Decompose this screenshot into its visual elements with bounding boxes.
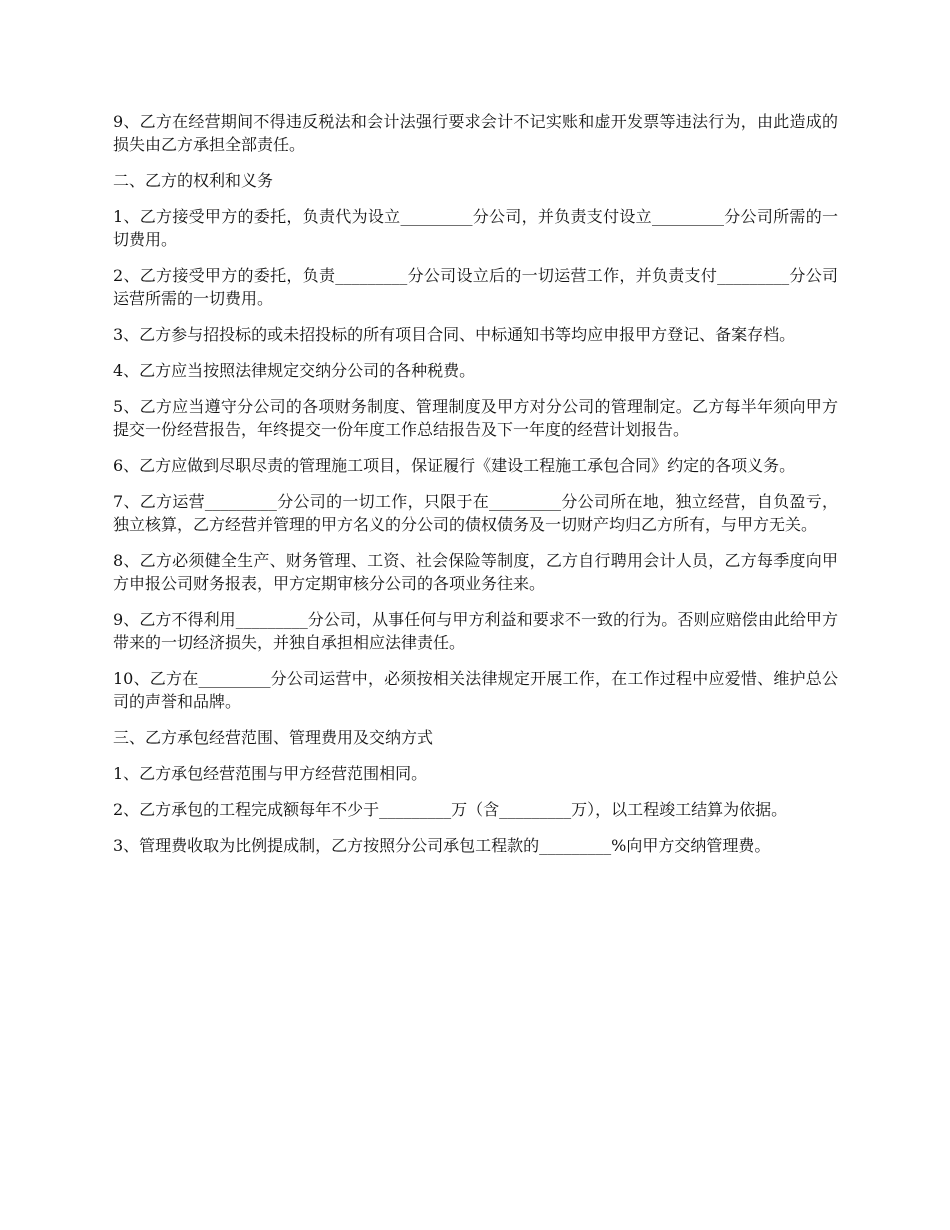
clause-taxes: 4、乙方应当按照法律规定交纳分公司的各种税费。 <box>113 361 476 380</box>
clause-management-systems: 8、乙方必须健全生产、财务管理、工资、社会保险等制度，乙方自行聘用会计人员，乙方每季度向甲方申报公司财务报表，甲方定期审核分公司的各项业务往来。 <box>113 551 838 593</box>
section-heading-scope-fees: 三、乙方承包经营范围、管理费用及交纳方式 <box>113 728 434 747</box>
clause-bidding-registration: 3、乙方参与招投标的或未招投标的所有项目合同、中标通知书等均应申报甲方登记、备案存档。 <box>113 325 796 344</box>
clause-annual-volume: 2、乙方承包的工程完成额每年不少于_________万（含_________万），以工程竣工结算为依据。 <box>113 800 788 819</box>
clause-tax-compliance: 9、乙方在经营期间不得违反税法和会计法强行要求会计不记实账和虚开发票等违法行为，由此造成的损失由乙方承担全部责任。 <box>113 112 838 154</box>
clause-management-fee: 3、管理费收取为比例提成制，乙方按照分公司承包工程款的_________%向甲方交纳管理费。 <box>113 836 771 855</box>
clause-project-management: 6、乙方应做到尽职尽责的管理施工项目，保证履行《建设工程施工承包合同》约定的各项义务。 <box>113 456 796 475</box>
clause-business-scope: 1、乙方承包经营范围与甲方经营范围相同。 <box>113 764 428 783</box>
clause-branch-operations: 2、乙方接受甲方的委托，负责_________分公司设立后的一切运营工作，并负责支付_________分公司运营所需的一切费用。 <box>113 266 838 308</box>
clause-establish-branch: 1、乙方接受甲方的委托，负责代为设立_________分公司，并负责支付设立_________分公司所需的一切费用。 <box>113 207 838 249</box>
clause-no-conflict: 9、乙方不得利用_________分公司，从事任何与甲方利益和要求不一致的行为。否则应赔偿由此给甲方带来的一切经济损失，并独自承担相应法律责任。 <box>113 610 838 652</box>
clause-independent-operation: 7、乙方运营_________分公司的一切工作，只限于在_________分公司所在地，独立经营，自负盈亏，独立核算，乙方经营并管理的甲方名义的分公司的债权债务及一切财产均归乙方所有，与甲方无关。 <box>113 492 838 534</box>
clause-reputation: 10、乙方在_________分公司运营中，必须按相关法律规定开展工作，在工作过程中应爱惜、维护总公司的声誉和品牌。 <box>113 669 838 711</box>
section-heading-rights-obligations: 二、乙方的权利和义务 <box>113 171 274 190</box>
clause-financial-rules-reports: 5、乙方应当遵守分公司的各项财务制度、管理制度及甲方对分公司的管理制定。乙方每半年须向甲方提交一份经营报告，年终提交一份年度工作总结报告及下一年度的经营计划报告。 <box>113 397 838 439</box>
document-body <box>113 110 838 870</box>
